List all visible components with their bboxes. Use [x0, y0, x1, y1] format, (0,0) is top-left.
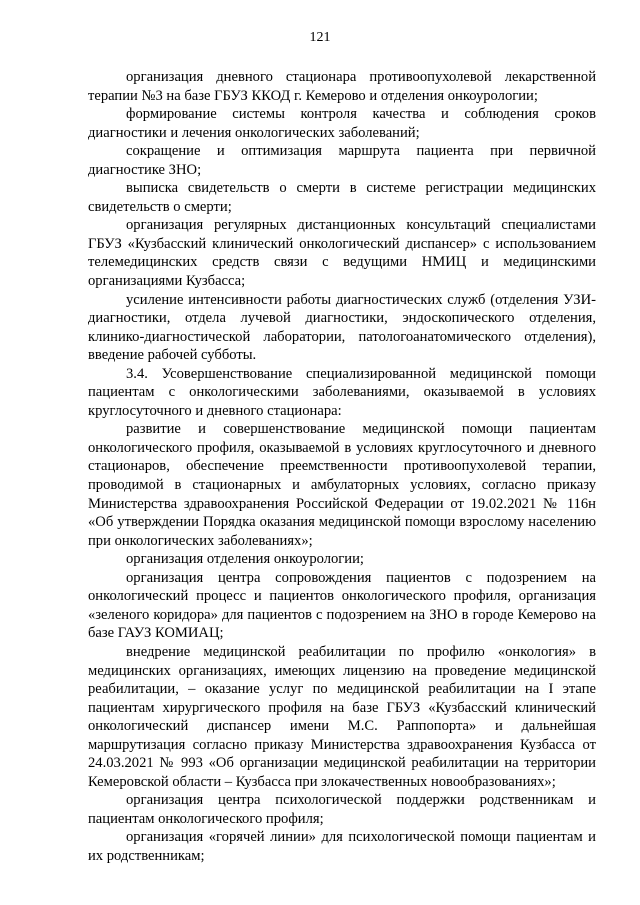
- page-number: 121: [309, 30, 331, 45]
- paragraph-route-optimization: сокращение и оптимизация маршрута пациента при первичной диагностике ЗНО;: [88, 143, 596, 178]
- paragraph-day-hospital: организация дневного стационара противоопухолевой лекарственной терапии №3 на базе ГБУЗ ККОД г. Кемерово и отделения онкоурологии;: [88, 69, 596, 104]
- paragraph-oncourology-department: организация отделения онкоурологии;: [126, 551, 364, 568]
- paragraph-diagnostic-services: усиление интенсивности работы диагностических служб (отделения УЗИ-диагностики, отдела лучевой диагностики, эндоскопического отделения, клинико-диагностической лаборатории, патологоанатомического отделения), введение рабочей субботы.: [88, 291, 596, 364]
- paragraph-remote-consultations: организация регулярных дистанционных консультаций специалистами ГБУЗ «Кузбасский клинический онкологический диспансер» с использованием телемедицинских средств связи с ведущими НМИЦ и медицинскими организациями Кузбасса;: [88, 217, 596, 290]
- paragraph-death-certificates: выписка свидетельств о смерти в системе регистрации медицинских свидетельств о смерти;: [88, 180, 596, 215]
- paragraph-quality-control: формирование системы контроля качества и соблюдения сроков диагностики и лечения онкологических заболеваний;: [88, 106, 596, 141]
- paragraph-hotline: организация «горячей линии» для психологической помощи пациентам и их родственникам;: [88, 829, 596, 864]
- section-heading-3-4: 3.4. Усовершенствование специализированной медицинской помощи пациентам с онкологическими заболеваниями, оказываемой в условиях круглосуточного и дневного стационара:: [88, 365, 596, 419]
- paragraph-support-center: организация центра сопровождения пациентов с подозрением на онкологический процесс и пациентов онкологического профиля, организация «зеленого коридора» для пациентов с подозрением на ЗНО в городе Кемерово на базе ГАУЗ КОМИАЦ;: [88, 569, 596, 642]
- paragraph-psychological-center: организация центра психологической поддержки родственникам и пациентам онкологического профиля;: [88, 792, 596, 827]
- paragraph-rehabilitation: внедрение медицинской реабилитации по профилю «онкология» в медицинских организациях, имеющих лицензию на проведение медицинской реабилитации, – оказание услуг по медицинской реабилитации на I этапе пациентам хирургического профиля на базе ГБУЗ «Кузбасский клинический онкологический диспансер имени М.С. Раппопорта» и дальнейшая маршрутизация согласно приказу Министерства здравоохранения Кузбасса от 24.03.2021 № 993 «Об организации медицинской реабилитации на территории Кемеровской области – Кузбасса при злокачественных новообразованиях»;: [88, 643, 596, 790]
- document-body: [88, 68, 596, 866]
- paragraph-care-development: развитие и совершенствование медицинской помощи пациентам онкологического профиля, оказываемой в условиях круглосуточного и дневного стационаров, обеспечение преемственности противоопухолевой терапии, проводимой в стационарных и амбулаторных условиях, согласно приказу Министерства здравоохранения Российской Федерации от 19.02.2021 № 116н «Об утверждении Порядка оказания медицинской помощи взрослому населению при онкологических заболеваниях»;: [88, 421, 596, 549]
